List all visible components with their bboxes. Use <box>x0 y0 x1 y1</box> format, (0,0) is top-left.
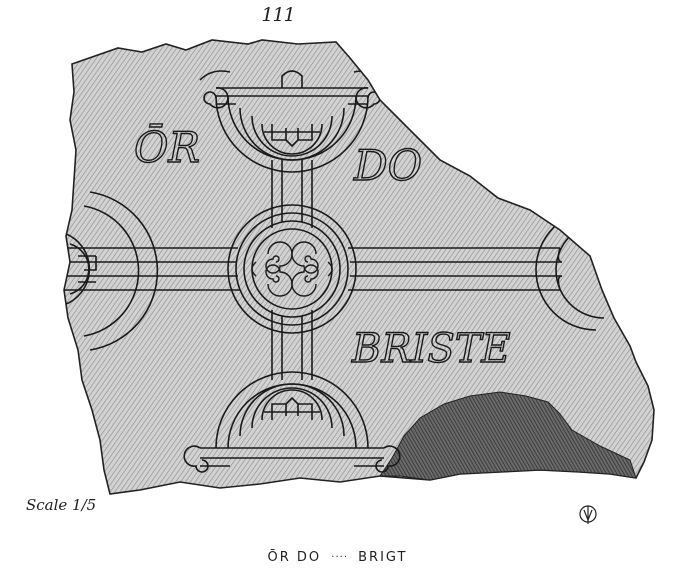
scale-label: Scale 1/5 <box>26 496 97 514</box>
plate-number: 111 <box>261 4 295 26</box>
inscription-line2: BRISTE <box>352 326 511 372</box>
artist-monogram <box>580 506 596 524</box>
inscription-line1-b: DO <box>354 141 423 190</box>
inscription-line1-a: ŌR <box>134 123 201 172</box>
caption-part2: BRIGT <box>358 550 408 565</box>
caption <box>0 550 675 565</box>
caption-part1: ŌR DO <box>267 550 322 565</box>
caption-dots: ···· <box>331 552 348 563</box>
